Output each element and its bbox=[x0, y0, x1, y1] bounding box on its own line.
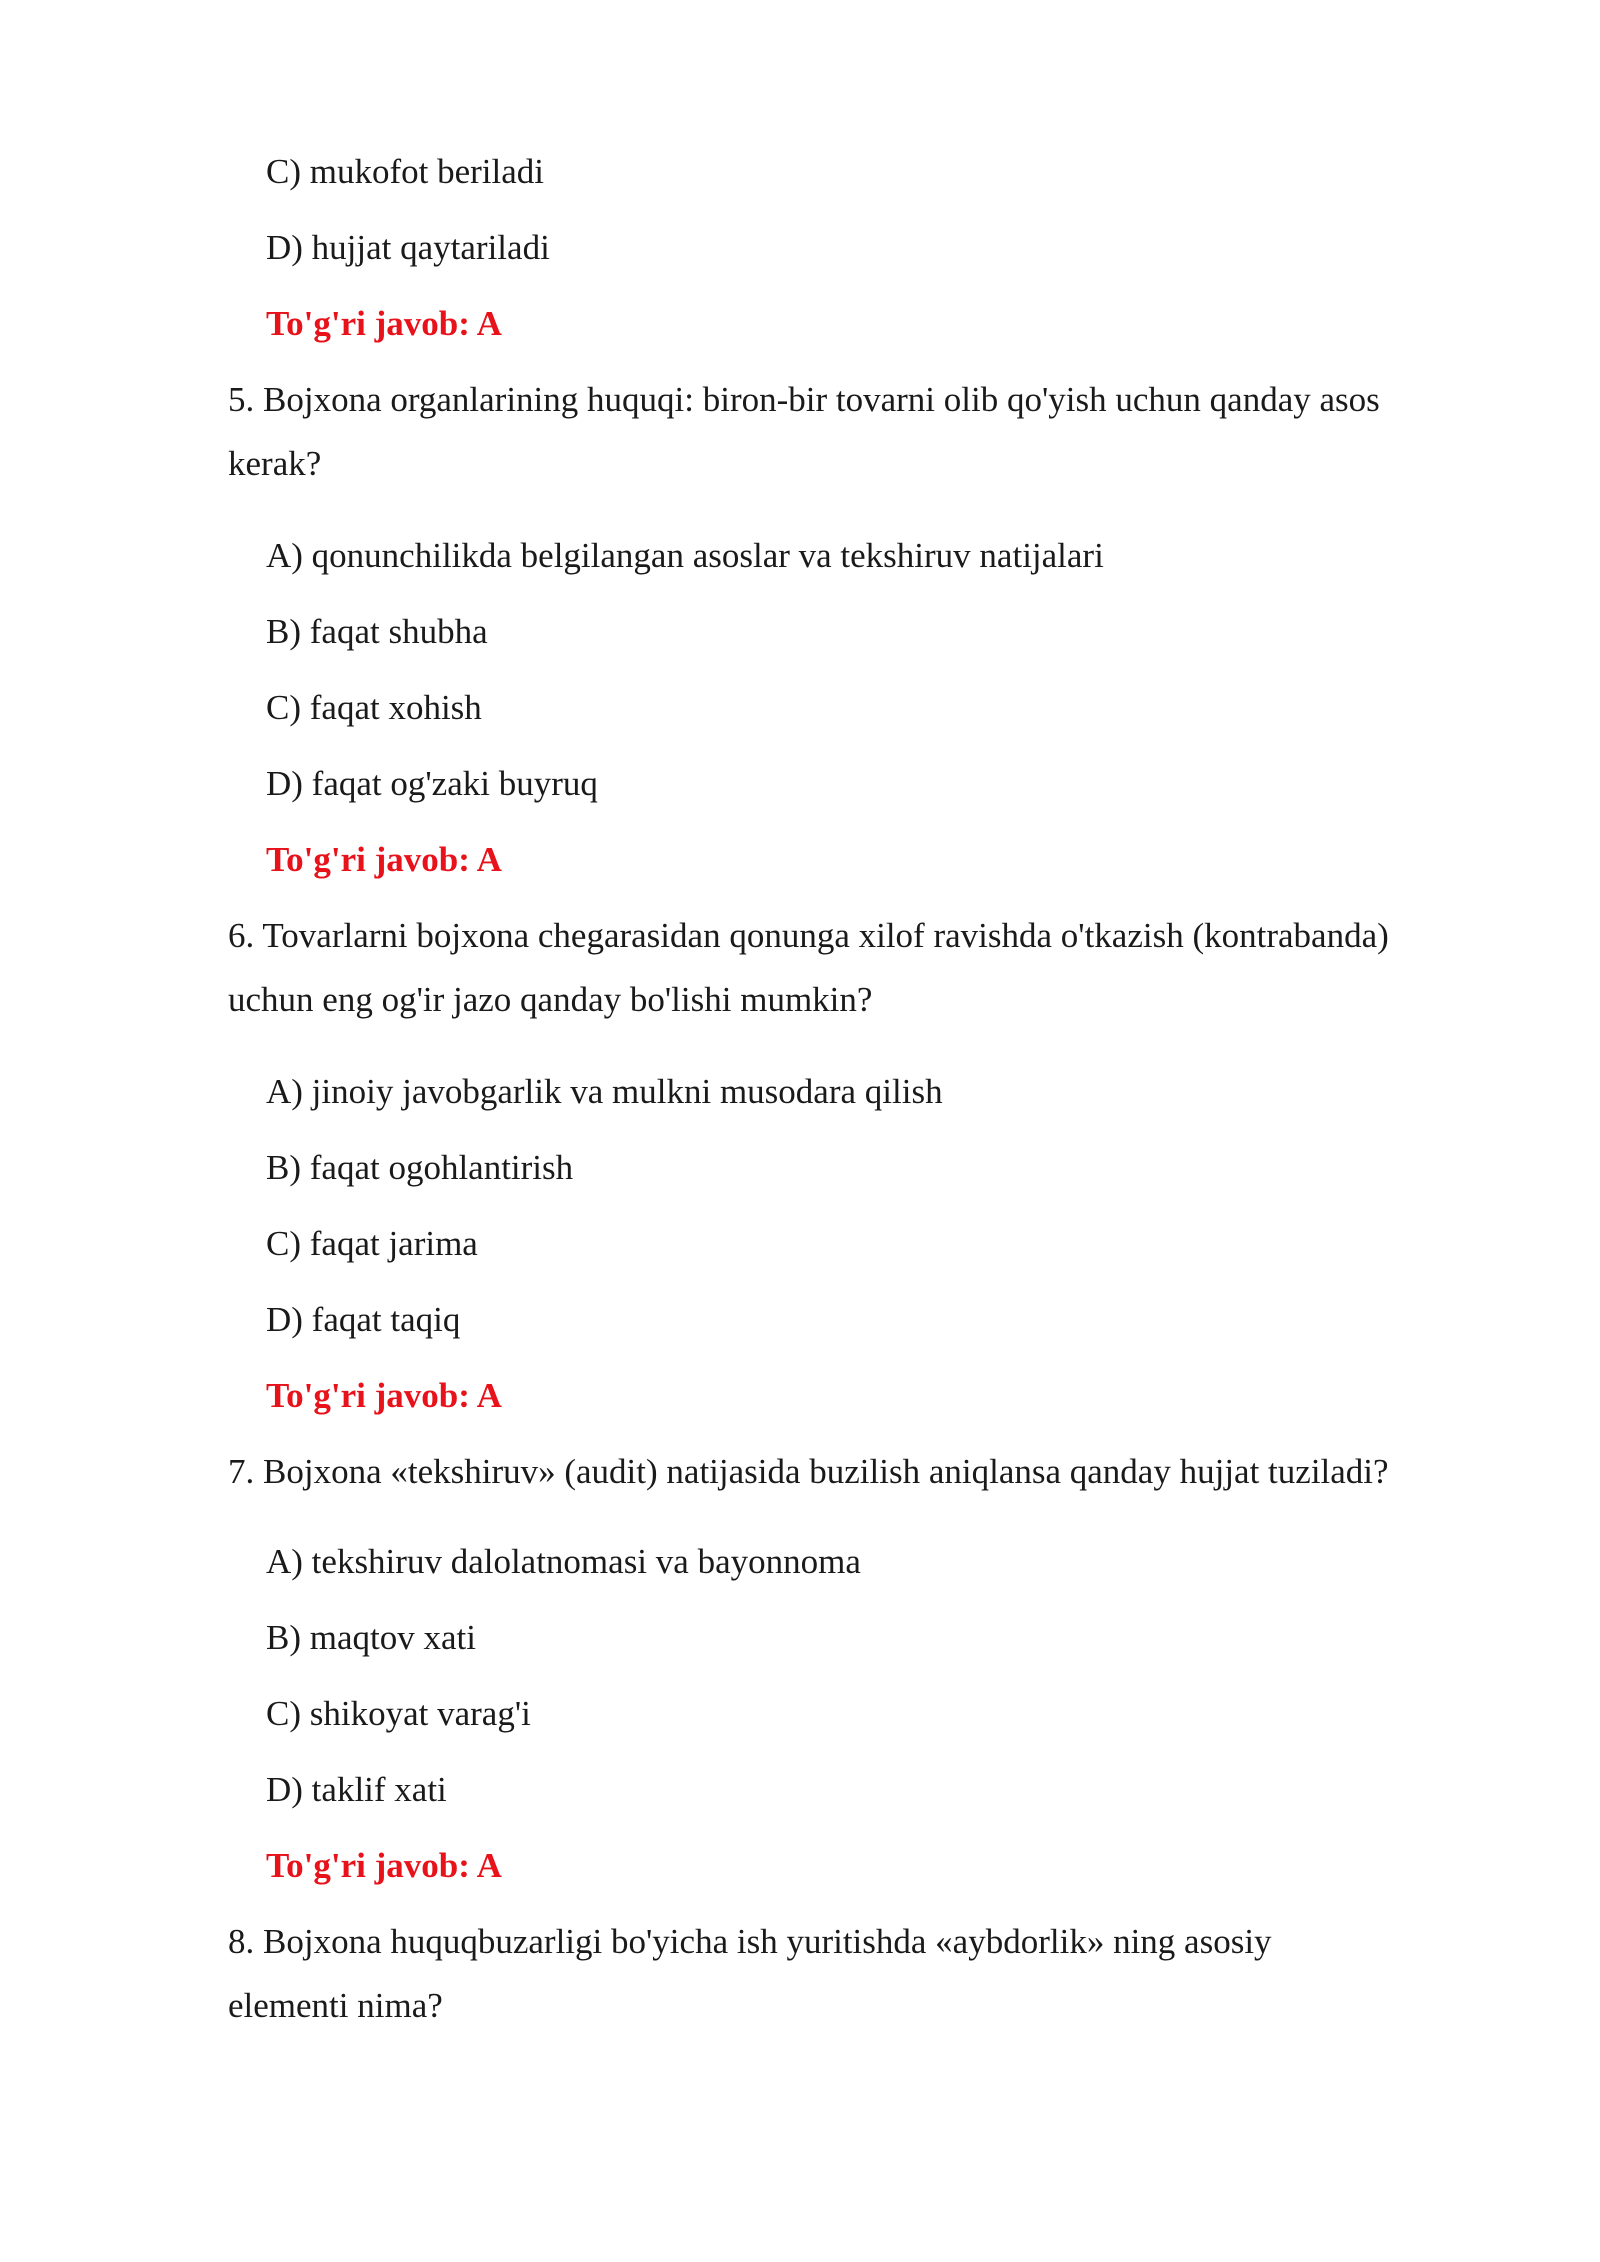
option-b: B) maqtov xati bbox=[266, 1618, 476, 1657]
option-a: A) tekshiruv dalolatnomasi va bayonnoma bbox=[266, 1542, 861, 1581]
option-b: B) faqat shubha bbox=[266, 612, 488, 651]
option-c: C) faqat jarima bbox=[266, 1224, 478, 1263]
question-6-line-1: 6. Tovarlarni bojxona chegarasidan qonunga xilof ravishda o'tkazish (kontrabanda) bbox=[228, 916, 1389, 955]
option-c: C) shikoyat varag'i bbox=[266, 1694, 531, 1733]
correct-answer: To'g'ri javob: A bbox=[266, 840, 502, 879]
correct-answer: To'g'ri javob: A bbox=[266, 304, 502, 343]
question-8-line-2: elementi nima? bbox=[228, 1986, 443, 2025]
question-5-line-2: kerak? bbox=[228, 444, 322, 483]
question-5-line-1: 5. Bojxona organlarining huquqi: biron-bir tovarni olib qo'yish uchun qanday asos bbox=[228, 380, 1380, 419]
question-6-line-2: uchun eng og'ir jazo qanday bo'lishi mumkin? bbox=[228, 980, 873, 1019]
option-d: D) taklif xati bbox=[266, 1770, 447, 1809]
correct-answer: To'g'ri javob: A bbox=[266, 1846, 502, 1885]
option-b: B) faqat ogohlantirish bbox=[266, 1148, 574, 1187]
correct-answer: To'g'ri javob: A bbox=[266, 1376, 502, 1415]
option-a: A) jinoiy javobgarlik va mulkni musodara qilish bbox=[266, 1072, 943, 1111]
option-c: C) mukofot beriladi bbox=[266, 152, 545, 191]
question-8-line-1: 8. Bojxona huquqbuzarligi bo'yicha ish yuritishda «aybdorlik» ning asosiy bbox=[228, 1922, 1272, 1961]
question-7-line-1: 7. Bojxona «tekshiruv» (audit) natijasida buzilish aniqlansa qanday hujjat tuziladi? bbox=[228, 1452, 1389, 1491]
option-d: D) faqat og'zaki buyruq bbox=[266, 764, 598, 803]
option-c: C) faqat xohish bbox=[266, 688, 482, 727]
option-a: A) qonunchilikda belgilangan asoslar va tekshiruv natijalari bbox=[266, 536, 1104, 575]
option-d: D) faqat taqiq bbox=[266, 1300, 461, 1339]
option-d: D) hujjat qaytariladi bbox=[266, 228, 550, 267]
